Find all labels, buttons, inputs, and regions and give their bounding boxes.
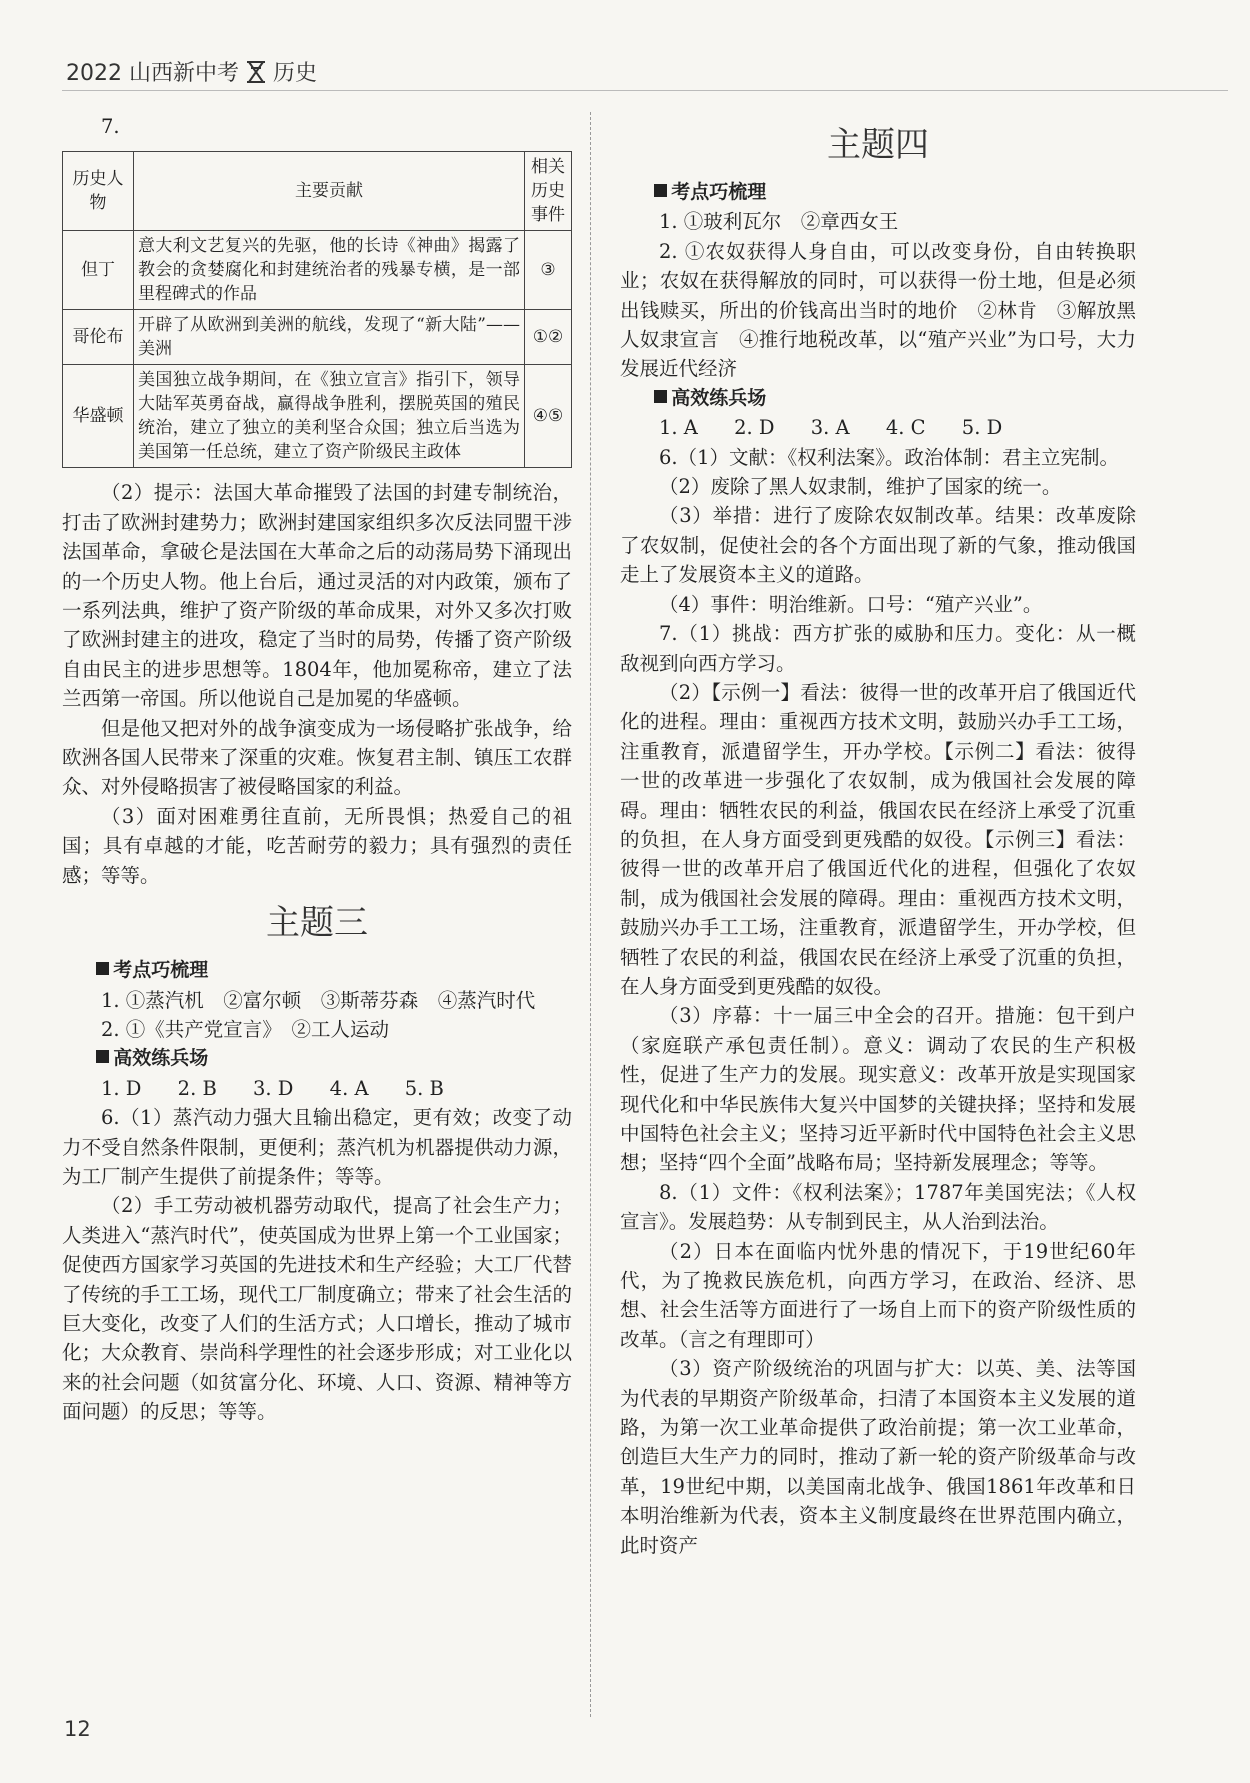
table-header-row: [63, 152, 572, 231]
theme4-subheading-review: [654, 178, 1136, 207]
history-figures-table: [62, 151, 572, 468]
answer-item: 4. A: [329, 1076, 369, 1100]
page-header: [66, 56, 317, 87]
table-cell-contribution: 美国独立战争期间，在《独立宣言》指引下，领导大陆军英勇奋战，赢得战争胜利，摆脱英国的殖民统治，建立了独立的美利坚合众国；独立后当选为美国第一任总统，建立了资产阶级民主政体: [134, 365, 525, 468]
theme4-q8-part3: （3）资产阶级统治的巩固与扩大：以英、美、法等国为代表的早期资产阶级革命，扫清了本国资本主义发展的道路，为第一次工业革命提供了政治前提；第一次工业革命，创造巨大生产力的同时，推动了新一轮的资产阶级革命与改革，19世纪中期，以美国南北战争、俄国1861年改革和日本明治维新为代表，资本主义制度最终在世界范围内确立，此时资产: [620, 1357, 1136, 1557]
table-cell-contribution: 意大利文艺复兴的先驱，他的长诗《神曲》揭露了教会的贪婪腐化和封建统治者的残暴专横，是一部里程碑式的作品: [134, 231, 525, 310]
square-bullet-icon: [654, 390, 667, 403]
table-row: [63, 365, 572, 468]
theme4-title: 主题四: [827, 125, 929, 165]
table-cell-person: 哥伦布: [63, 310, 134, 365]
table-cell-person: 但丁: [63, 231, 134, 310]
answer-item: 2. D: [734, 416, 775, 440]
theme4-q8-part2: （2）日本在面临内忧外患的情况下，于19世纪60年代，为了挽救民族危机，向西方学习，在政治、经济、思想、社会生活等方面进行了一场自上而下的资产阶级性质的改革。（言之有理即可）: [620, 1239, 1136, 1351]
square-bullet-icon: [96, 1050, 109, 1063]
table-row: [63, 310, 572, 365]
right-column: [620, 112, 1136, 1560]
theme4-q8-part1: 8.（1）文件：《权利法案》；1787年美国宪法；《人权宣言》。发展趋势：从专制到民主，从人治到法治。: [620, 1180, 1136, 1234]
theme4-answer-row: [659, 413, 1136, 442]
q7-part2-paragraph: （2）提示：法国大革命摧毁了法国的封建专制统治，打击了欧洲封建势力；欧洲封建国家组织多次反法同盟干涉法国革命，拿破仑是法国在大革命之后的动荡局势下涌现出的一个历史人物。他上台后，通过灵活的对内政策，颁布了一系列法典，维护了资产阶级的革命成果，对外又多次打败了欧洲封建主的进攻，稳定了当时的局势，传播了资产阶级自由民主的进步思想等。1804年，他加冕称帝，建立了法兰西第一帝国。所以他说自己是加冕的华盛顿。: [62, 481, 572, 711]
theme4-q7-part1: 7.（1）挑战：西方扩张的威胁和压力。变化：从一概敌视到向西方学习。: [620, 622, 1136, 675]
theme3-q6-part1: 6.（1）蒸汽动力强大且输出稳定，更有效；改变了动力不受自然条件限制，更便利；蒸汽机为机器提供动力源，为工厂制产生提供了前提条件；等等。: [62, 1106, 572, 1188]
q7-part2-paragraph-b: 但是他又把对外的战争演变成为一场侵略扩张战争，给欧洲各国人民带来了深重的灾难。恢复君主制、镇压工农群众、对外侵略损害了被侵略国家的利益。: [62, 716, 572, 799]
q7-part3-paragraph: （3）面对困难勇往直前，无所畏惧；热爱自己的祖国；具有卓越的才能，吃苦耐劳的毅力；具有强烈的责任感；等等。: [62, 804, 572, 887]
table-header-events: 相关历史事件: [525, 152, 572, 231]
answer-item: 4. C: [885, 416, 926, 440]
theme4-q7-part2: （2）【示例一】看法：彼得一世的改革开启了俄国近代化的进程。理由：重视西方技术文明，鼓励兴办手工工场，注重教育，派遣留学生，开办学校。【示例二】看法：彼得一世的改革进一步强化了农奴制，成为俄国社会发展的障碍。理由：牺牲农民的利益，俄国农民在经济上承受了沉重的负担，在人身方面受到更残酷的奴役。【示例三】看法：彼得一世的改革开启了俄国近代化的进程，但强化了农奴制，成为俄国社会发展的障碍。理由：重视西方技术文明，鼓励兴办手工工场，注重教育，派遣留学生，开办学校，但牺牲了农民的利益，俄国农民在经济上承受了沉重的负担，在人身方面受到更残酷的奴役。: [620, 680, 1136, 998]
table-header-person: 历史人物: [63, 152, 134, 231]
theme4-q6-part1: 6.（1）文献：《权利法案》。政治体制：君主立宪制。: [659, 445, 1120, 469]
header-title-suffix: 历史: [272, 61, 317, 86]
answer-item: 5. D: [961, 416, 1003, 440]
table-cell-contribution: 开辟了从欧洲到美洲的航线，发现了“新大陆”——美洲: [134, 310, 525, 365]
left-column: [62, 112, 572, 1427]
square-bullet-icon: [96, 962, 109, 975]
answer-item: 1. A: [659, 416, 698, 440]
table-cell-events: ④⑤: [525, 365, 572, 468]
column-divider: [590, 112, 591, 1717]
answer-item: 5. B: [404, 1076, 444, 1100]
theme4-subheading-practice: [654, 384, 1136, 413]
theme4-q6-part2: （2）废除了黑人奴隶制，维护了国家的统一。: [659, 475, 1062, 499]
theme3-subheading-review: [96, 956, 572, 985]
answer-item: 2. B: [177, 1076, 217, 1100]
table-cell-person: 华盛顿: [63, 365, 134, 468]
question-7-label: 7.: [101, 115, 120, 138]
theme3-q6-part2: （2）手工劳动被机器劳动取代，提高了社会生产力；人类进入“蒸汽时代”，使英国成为世界上第一个工业国家；促使西方国家学习英国的先进技术和生产经验；大工厂代替了传统的手工工场，现代工厂制度确立；带来了社会生活的巨大变化，改变了人们的生活方式；人口增长，推动了城市化；大众教育、崇尚科学理性的社会逐步形成；对工业化以来的社会问题（如贫富分化、环境、人口、资源、精神等方面问题）的反思；等等。: [62, 1194, 572, 1424]
header-divider: [62, 90, 1228, 91]
sub-label: 考点巧梳理: [113, 959, 209, 982]
sub-label: 考点巧梳理: [671, 181, 767, 203]
sub-label: 高效练兵场: [113, 1047, 209, 1070]
header-title-prefix: 2022 山西新中考: [66, 61, 239, 86]
table-cell-events: ①②: [525, 310, 572, 365]
theme3-subheading-practice: [96, 1044, 572, 1073]
theme3-knowledge-1: 1. ①蒸汽机 ②富尔顿 ③斯蒂芬森 ④蒸汽时代: [101, 988, 536, 1012]
hourglass-icon: [245, 60, 267, 84]
theme4-q6-part4: （4）事件：明治维新。口号：“殖产兴业”。: [659, 592, 1043, 616]
theme3-answer-row: [101, 1074, 572, 1103]
answer-item: 3. D: [253, 1076, 294, 1100]
table-row: [63, 231, 572, 310]
theme3-knowledge-2: 2. ①《共产党宣言》 ②工人运动: [101, 1017, 390, 1041]
theme4-q6-part3: （3）举措：进行了废除农奴制改革。结果：改革废除了农奴制，促使社会的各个方面出现了新的气象，推动俄国走上了发展资本主义的道路。: [620, 504, 1136, 587]
theme3-title: 主题三: [266, 903, 368, 944]
answer-item: 1. D: [101, 1076, 142, 1100]
theme4-knowledge-2: 2. ①农奴获得人身自由，可以改变身份，自由转换职业；农奴在获得解放的同时，可以获得一份土地，但是必须出钱赎买，所出的价钱高出当时的地价 ②林肯 ③解放黑人奴隶宣言 ④推行地税改革，以“殖产兴业”为口号，大力发展近代经济: [620, 239, 1136, 381]
table-cell-events: ③: [525, 231, 572, 310]
square-bullet-icon: [654, 184, 667, 197]
answer-item: 3. A: [810, 416, 850, 440]
theme4-knowledge-1: 1. ①玻利瓦尔 ②章西女王: [659, 210, 899, 234]
table-header-contribution: 主要贡献: [134, 152, 525, 231]
theme4-q7-part3: （3）序幕：十一届三中全会的召开。措施：包干到户（家庭联产承包责任制）。意义：调动了农民的生产积极性，促进了生产力的发展。现实意义：改革开放是实现国家现代化和中华民族伟大复兴中国梦的关键抉择；坚持和发展中国特色社会主义；坚持习近平新时代中国特色社会主义思想；坚持“四个全面”战略布局；坚持新发展理念；等等。: [620, 1004, 1136, 1175]
page-number: 12: [64, 1717, 91, 1741]
sub-label: 高效练兵场: [671, 386, 767, 409]
